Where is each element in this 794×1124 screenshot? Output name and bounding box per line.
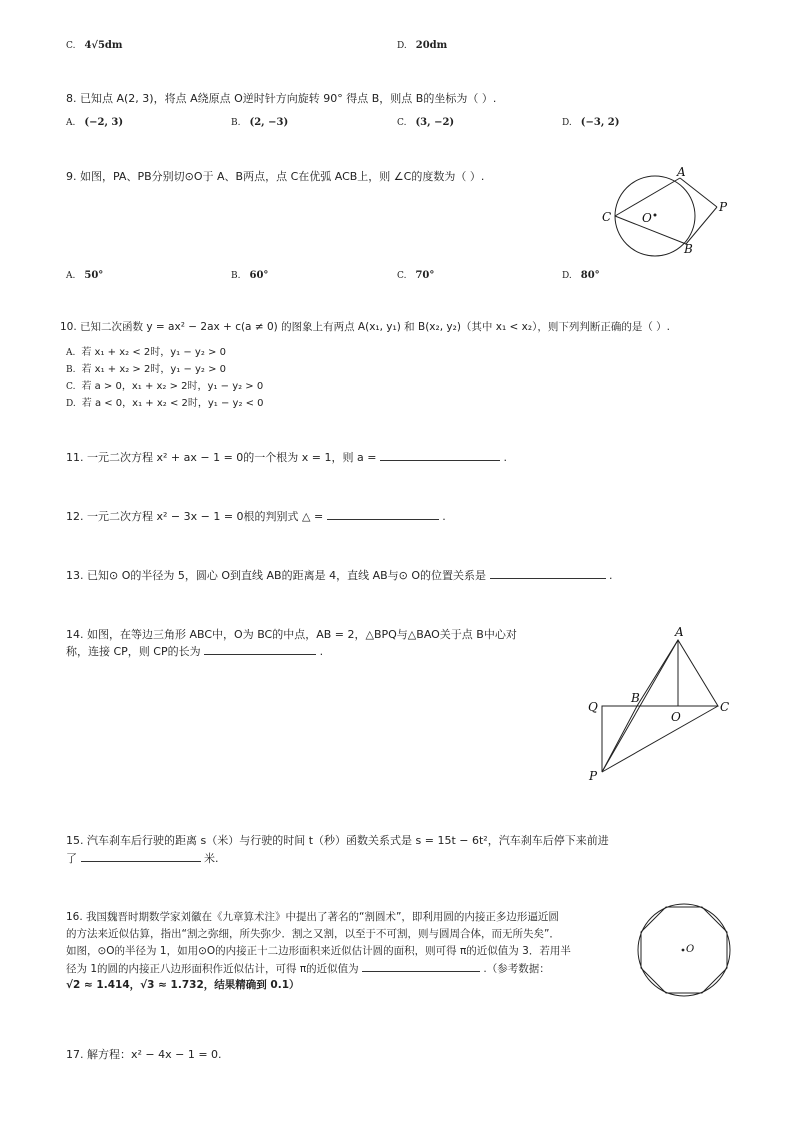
q10-option-c: C. 若 a > 0，x₁ + x₂ > 2时，y₁ − y₂ > 0 — [66, 381, 264, 392]
q12-stem: 12. 一元二次方程 x² − 3x − 1 = 0根的判别式 △ = . — [66, 510, 446, 523]
q14-label-b: B — [631, 691, 640, 705]
q16-stem-line3: 如图，⊙O的半径为 1，如用⊙O的内接正十二边形面积来近似估计圆的面积，则可得 π的近似值为 3．若用半 — [66, 945, 571, 957]
q16-center-dot — [682, 949, 685, 952]
q8-option-c: C. (3, −2) — [397, 117, 455, 128]
q12-answer-blank[interactable] — [327, 508, 439, 520]
q9-circle-tangent-figure — [596, 160, 736, 260]
q8-option-a: A. (−2, 3) — [66, 117, 124, 128]
q10-option-d: D. 若 a < 0，x₁ + x₂ < 2时，y₁ − y₂ < 0 — [66, 398, 264, 409]
q9-stem: 9. 如图，PA、PB分别切⊙O于 A、B两点，点 C在优弧 ACB上，则 ∠C的度数为（ ）. — [66, 170, 485, 183]
q14-triangle-figure — [582, 622, 742, 787]
q14-label-q: Q — [588, 700, 598, 714]
q14-answer-blank[interactable] — [204, 643, 316, 655]
q8-option-b: B. (2, −3) — [231, 117, 289, 128]
q16-stem-line5: √2 ≈ 1.414，√3 ≈ 1.732，结果精确到 0.1） — [66, 979, 300, 991]
q9-label-p: P — [719, 200, 728, 214]
q9-label-c: C — [602, 210, 612, 224]
q14-label-p: P — [589, 769, 598, 783]
q16-label-o: O — [686, 944, 695, 955]
q16-stem-line1: 16. 我国魏晋时期数学家刘徽在《九章算术注》中提出了著名的“割圆术”，即利用圆的内接正多边形逼近圆 — [66, 911, 559, 923]
q15-stem-line1: 15. 汽车刹车后行驶的距离 s（米）与行驶的时间 t（秒）函数关系式是 s = 15t − 6t²，汽车刹车后停下来前进 — [66, 834, 609, 847]
q11-stem: 11. 一元二次方程 x² + ax − 1 = 0的一个根为 x = 1，则 a = . — [66, 451, 507, 464]
q15-answer-blank[interactable] — [81, 850, 201, 862]
q8-option-d: D. (−3, 2) — [562, 117, 620, 128]
q16-answer-blank[interactable] — [362, 960, 480, 972]
q14-stem-line2: 称，连接 CP，则 CP的长为 . — [66, 645, 324, 658]
q9-option-c: C. 70° — [397, 270, 435, 281]
q14-stem-line1: 14. 如图，在等边三角形 ABC中，O为 BC的中点，AB = 2，△BPQ与△BAO关于点 B中心对 — [66, 628, 517, 641]
q7-option-c: C. 4√5dm — [66, 40, 123, 51]
q14-label-a: A — [675, 625, 684, 639]
q8-stem: 8. 已知点 A(2, 3)，将点 A绕原点 O逆时针方向旋转 90° 得点 B，则点 B的坐标为（ ）. — [66, 92, 497, 105]
q10-option-a: A. 若 x₁ + x₂ < 2时，y₁ − y₂ > 0 — [66, 347, 226, 358]
q16-stem-line2: 的方法来近似估算，指出“割之弥细，所失弥少．割之又割，以至于不可割，则与圆周合体，而无所失矣”． — [66, 928, 560, 940]
q9-tangent-pa — [680, 178, 717, 207]
q16-octagon-figure — [633, 902, 743, 1002]
q13-stem: 13. 已知⊙ O的半径为 5，圆心 O到直线 AB的距离是 4，直线 AB与⊙ O的位置关系是 . — [66, 569, 613, 582]
q7-option-d: D. 20dm — [397, 40, 448, 51]
q15-stem-line2: 了 米. — [66, 852, 219, 865]
q9-option-a: A. 50° — [66, 270, 104, 281]
q10-stem: 10. 已知二次函数 y = ax² − 2ax + c(a ≠ 0) 的图象上有两点 A(x₁, y₁) 和 B(x₂, y₂)（其中 x₁ < x₂），则下列判断正确的是（ ）. — [60, 321, 670, 333]
q11-answer-blank[interactable] — [380, 449, 500, 461]
q13-answer-blank[interactable] — [490, 567, 606, 579]
q9-option-b: B. 60° — [231, 270, 269, 281]
q10-option-b: B. 若 x₁ + x₂ > 2时，y₁ − y₂ > 0 — [66, 364, 227, 375]
q14-label-o: O — [671, 710, 681, 724]
q14-label-c: C — [720, 700, 730, 714]
q9-label-o: O — [642, 211, 652, 225]
q9-option-d: D. 80° — [562, 270, 600, 281]
q9-label-a: A — [677, 165, 686, 179]
q9-label-b: B — [684, 242, 693, 256]
q16-stem-line4: 径为 1的圆的内接正八边形面积作近似估计，可得 π的近似值为 .（参考数据： — [66, 960, 550, 978]
q9-center-dot — [654, 214, 657, 217]
q17-stem: 17. 解方程：x² − 4x − 1 = 0. — [66, 1048, 222, 1061]
q9-tangent-pb — [686, 207, 717, 244]
